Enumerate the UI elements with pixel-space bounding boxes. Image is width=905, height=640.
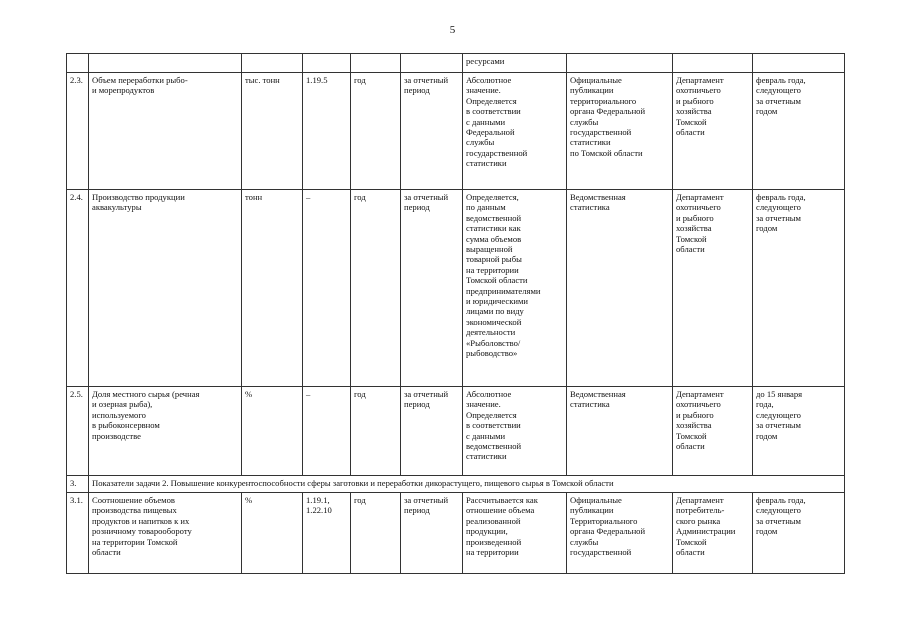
number-cell: 2.3. [67,73,89,190]
section-heading-cell: Показатели задачи 2. Повышение конкурентоспособности сферы заготовки и переработки дикорастущего, пищевого сырья в Томской области [89,476,845,493]
number-cell [67,54,89,73]
code-cell [303,54,351,73]
unit-cell: тонн [242,190,303,387]
periodicity-cell: год [351,190,401,387]
deadline-cell: февраль года, следующего за отчетным годом [753,190,845,387]
table-row [67,73,845,190]
source-cell [567,54,673,73]
deadline-cell: до 15 января года, следующего за отчетным годом [753,387,845,476]
code-cell: 1.19.5 [303,73,351,190]
page-number: 5 [449,24,456,36]
period-cell [401,54,463,73]
source-cell: Ведомственная статистика [567,190,673,387]
source-cell: Официальные публикации Территориального органа Федеральной службы государственной [567,493,673,574]
indicators-table [66,53,845,574]
unit-cell: % [242,387,303,476]
number-cell: 2.5. [67,387,89,476]
source-cell: Официальные публикации территориального органа Федеральной службы государственной статистики по Томской области [567,73,673,190]
deadline-cell [753,54,845,73]
periodicity-cell: год [351,73,401,190]
deadline-cell: февраль года, следующего за отчетным годом [753,493,845,574]
period-cell: за отчетный период [401,73,463,190]
source-cell: Ведомственная статистика [567,387,673,476]
calculation-method-cell: Абсолютное значение. Определяется в соответствии с данными Федеральной службы государственной статистики [463,73,567,190]
responsible-cell: Департамент потребитель- ского рынка Администрации Томской области [673,493,753,574]
table-row [67,493,845,574]
calculation-method-cell: Рассчитывается как отношение объема реализованной продукции, произведенной на территории [463,493,567,574]
number-cell: 3.1. [67,493,89,574]
period-cell: за отчетный период [401,493,463,574]
responsible-cell [673,54,753,73]
indicator-name-cell: Объем переработки рыбо- и морепродуктов [89,73,242,190]
deadline-cell: февраль года, следующего за отчетным годом [753,73,845,190]
period-cell: за отчетный период [401,190,463,387]
table-row [67,387,845,476]
indicator-name-cell: Доля местного сырья (речная и озерная рыба), используемого в рыбоконсервном производстве [89,387,242,476]
calculation-method-cell: ресурсами [463,54,567,73]
periodicity-cell: год [351,387,401,476]
table-row [67,54,845,73]
responsible-cell: Департамент охотничьего и рыбного хозяйства Томской области [673,73,753,190]
unit-cell: % [242,493,303,574]
calculation-method-cell: Абсолютное значение. Определяется в соответствии с данными ведомственной статистики [463,387,567,476]
responsible-cell: Департамент охотничьего и рыбного хозяйства Томской области [673,190,753,387]
table-row [67,476,845,493]
period-cell: за отчетный период [401,387,463,476]
unit-cell: тыс. тонн [242,73,303,190]
table-row [67,190,845,387]
code-cell: – [303,387,351,476]
code-cell: 1.19.1, 1.22.10 [303,493,351,574]
indicator-name-cell [89,54,242,73]
indicator-name-cell: Соотношение объемов производства пищевых продуктов и напитков к их розничному товарообороту на территории Томской области [89,493,242,574]
calculation-method-cell: Определяется, по данным ведомственной статистики как сумма объемов выращенной товарной рыбы на территории Томской области предпринимателями и юридическими лицами по виду экономической деятельности «Рыболовство/ рыбоводство» [463,190,567,387]
code-cell: – [303,190,351,387]
responsible-cell: Департамент охотничьего и рыбного хозяйства Томской области [673,387,753,476]
unit-cell [242,54,303,73]
number-cell: 2.4. [67,190,89,387]
number-cell: 3. [67,476,89,493]
periodicity-cell [351,54,401,73]
periodicity-cell: год [351,493,401,574]
indicator-name-cell: Производство продукции аквакультуры [89,190,242,387]
